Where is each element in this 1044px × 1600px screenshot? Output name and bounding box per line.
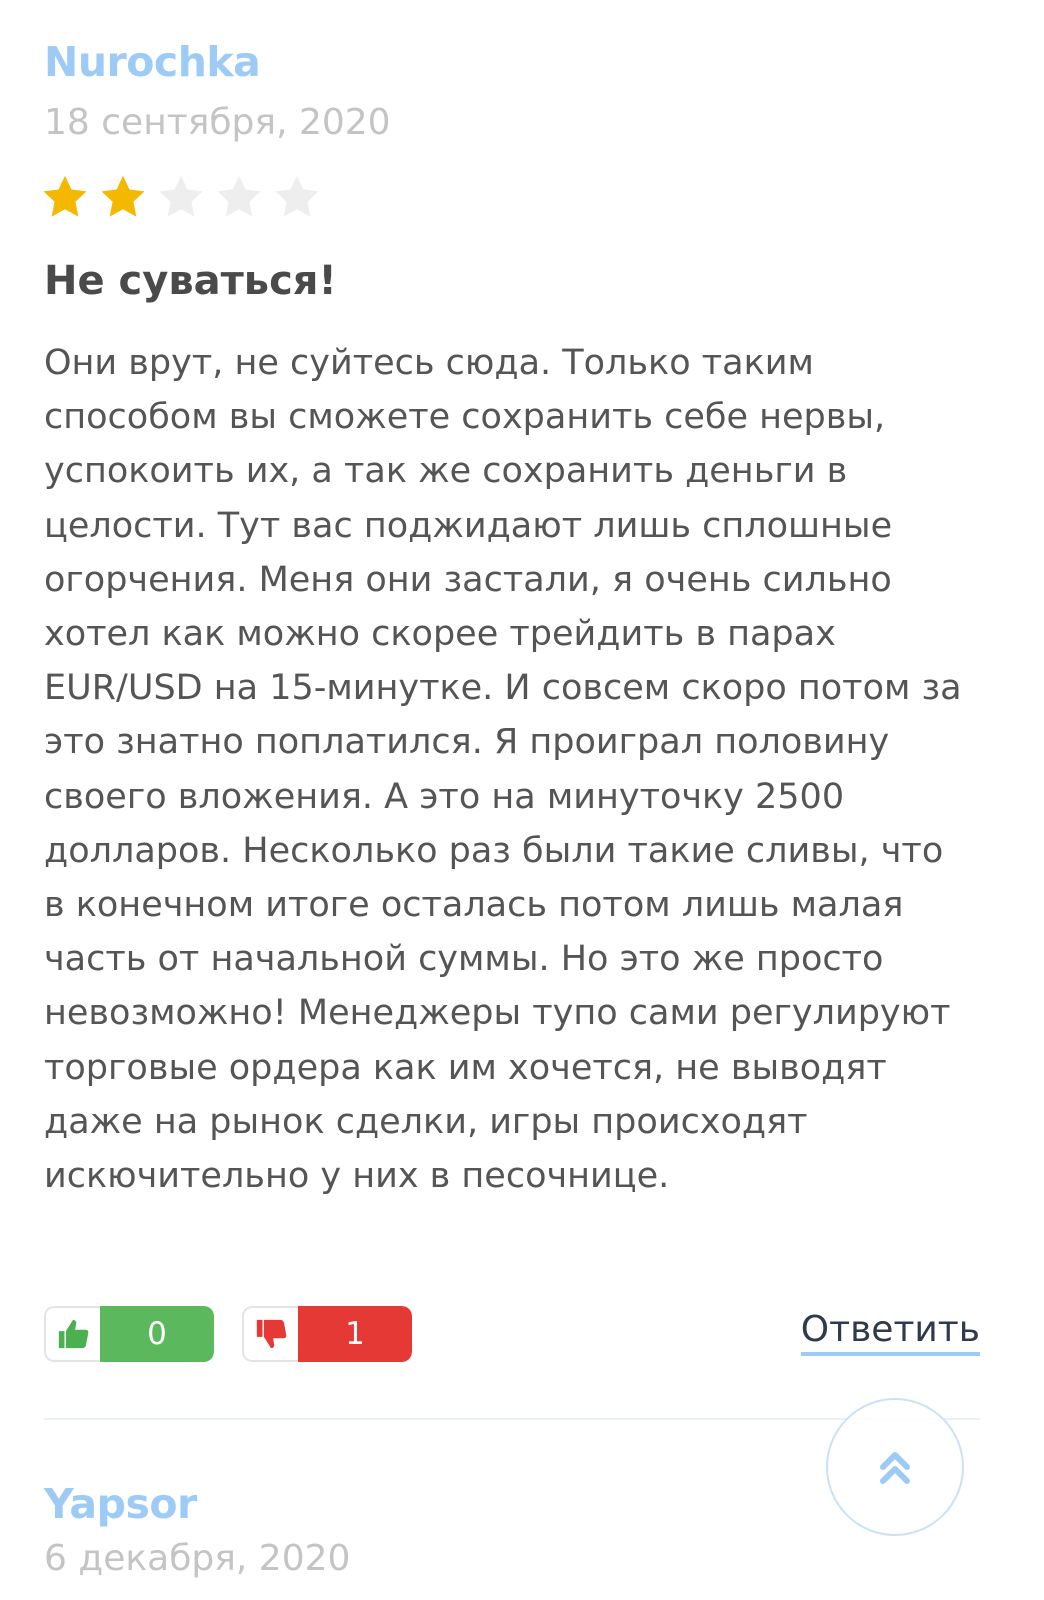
scroll-to-top-button[interactable] <box>826 1398 964 1536</box>
review-author[interactable]: Nurochka <box>44 38 261 86</box>
star-empty-icon <box>214 172 264 222</box>
like-button[interactable] <box>44 1306 214 1362</box>
review-date: 18 сентября, 2020 <box>44 102 391 143</box>
dislike-button[interactable] <box>242 1306 412 1362</box>
star-empty-icon <box>272 172 322 222</box>
thumbs-up-icon <box>44 1306 100 1362</box>
star-empty-icon <box>156 172 206 222</box>
review-divider <box>44 1418 980 1420</box>
rating-stars <box>40 172 322 222</box>
thumbs-down-icon <box>242 1306 298 1362</box>
dislike-count: 1 <box>298 1306 412 1362</box>
star-filled-icon <box>40 172 90 222</box>
double-chevron-up-icon <box>878 1447 912 1487</box>
review-date: 6 декабря, 2020 <box>44 1538 351 1579</box>
star-filled-icon <box>98 172 148 222</box>
like-count: 0 <box>100 1306 214 1362</box>
review-author[interactable]: Yapsor <box>44 1480 197 1528</box>
review-title: Не суваться! <box>44 258 337 304</box>
reply-link[interactable]: Ответить <box>801 1312 980 1356</box>
review-text: Они врут, не суйтесь сюда. Только таким способом вы сможете сохранить себе нервы, успокоить их, а так же сохранить деньги в целости. Тут вас поджидают лишь сплошные огорчения. Меня они застали, я очень сильно хотел как можно скорее трейдить в парах EUR/USD на 15-минутке. И совсем скоро потом за это знатно поплатился. Я проиграл половину своего вложения. А это на минуточку 2500 долларов. Несколько раз были такие сливы, что в конечном итоге осталась потом лишь малая часть от начальной суммы. Но это же просто невозможно! Менеджеры тупо сами регулируют торговые ордера как им хочется, не выводят даже на рынок сделки, игры происходят искючительно у них в песочнице. <box>44 343 962 1197</box>
